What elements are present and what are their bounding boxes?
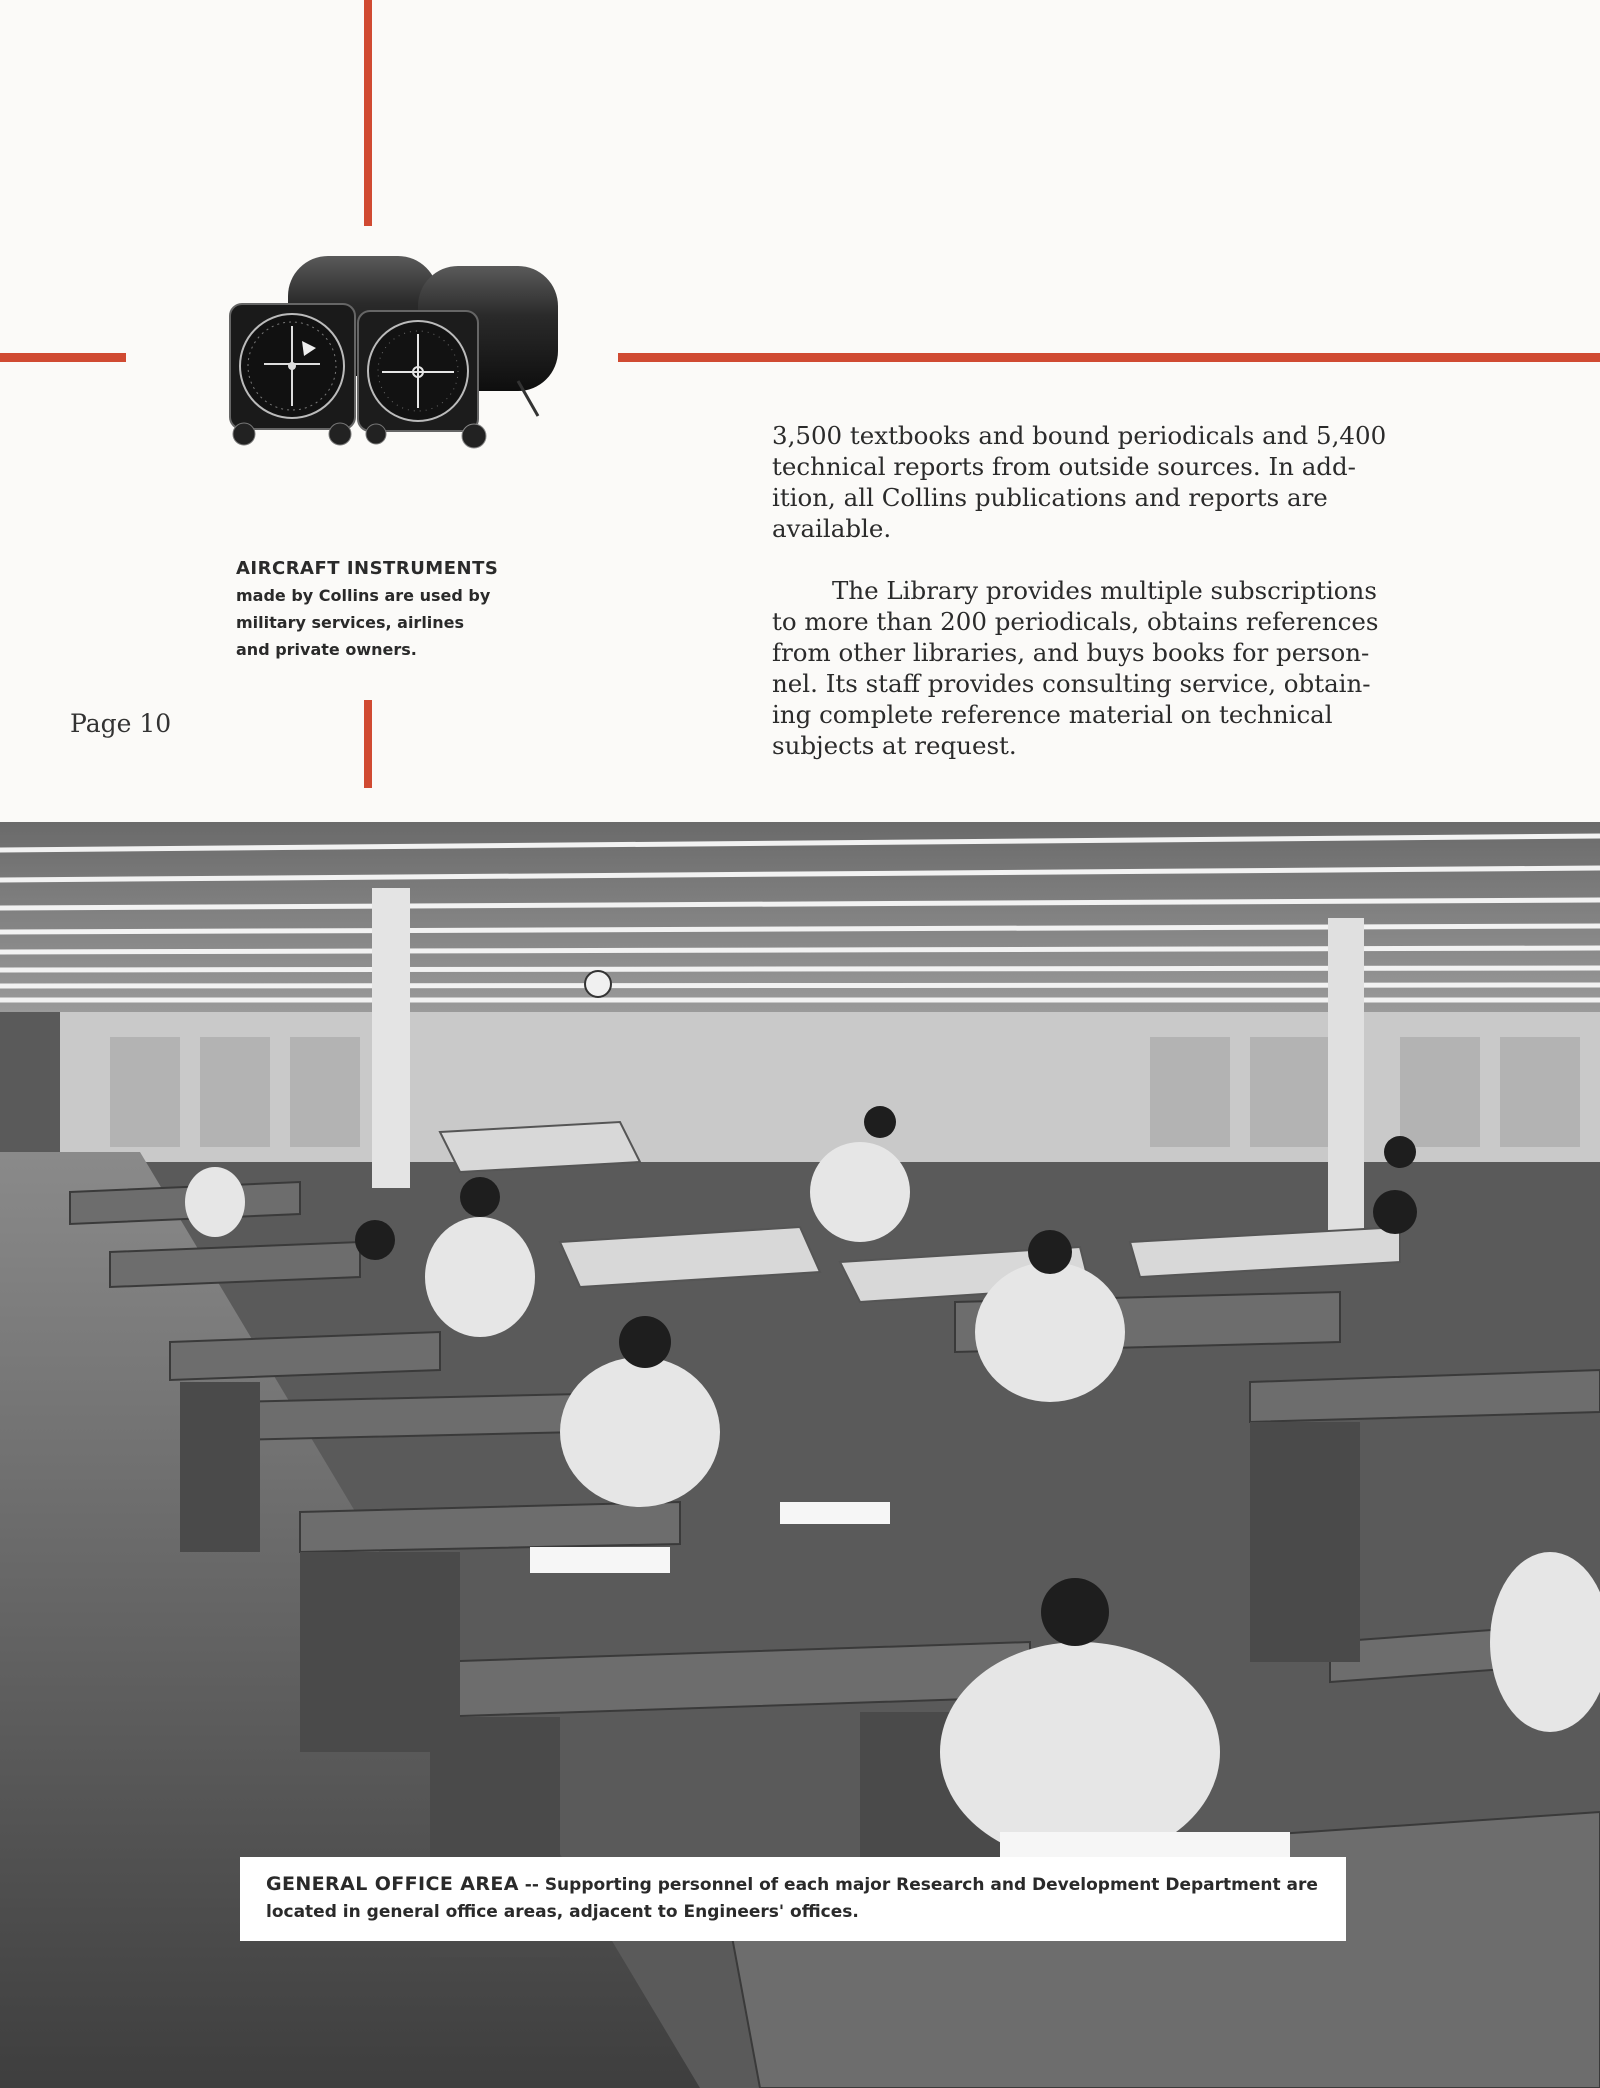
paragraph-1-line: technical reports from outside sources. In add- — [772, 452, 1356, 481]
paragraph-2 — [772, 575, 1472, 761]
paragraph-2-line: ing complete reference material on technical — [772, 700, 1333, 729]
red-rule-vertical-bottom — [364, 700, 372, 788]
office-caption-separator: -- — [518, 1875, 545, 1895]
paragraph-2-line: nel. Its staff provides consulting service, obtain- — [772, 669, 1371, 698]
paragraph-1-line: ition, all Collins publications and reports are — [772, 483, 1328, 512]
paragraph-2-line: to more than 200 periodicals, obtains references — [772, 607, 1379, 636]
red-rule-horizontal-left — [0, 353, 126, 362]
office-photo-caption — [240, 1857, 1346, 1941]
instrument-caption — [236, 555, 556, 663]
red-rule-vertical-top — [364, 0, 372, 226]
office-caption-line2: located in general office areas, adjacent to Engineers' offices. — [266, 1902, 859, 1922]
office-caption-line1: Supporting personnel of each major Research and Development Department are — [544, 1875, 1318, 1895]
body-text — [772, 420, 1472, 761]
paragraph-1-line: available. — [772, 514, 892, 543]
paragraph-1 — [772, 420, 1472, 544]
red-rule-horizontal-right — [618, 353, 1600, 362]
page-number: Page 10 — [70, 709, 172, 738]
instrument-caption-title: AIRCRAFT INSTRUMENTS — [236, 558, 499, 579]
paragraph-1-line: 3,500 textbooks and bound periodicals and 5,400 — [772, 421, 1387, 450]
instrument-caption-line3: and private owners. — [236, 640, 417, 659]
paragraph-2-line: from other libraries, and buys books for person- — [772, 638, 1370, 667]
paragraph-2-line: subjects at request. — [772, 731, 1017, 760]
office-caption-title: GENERAL OFFICE AREA — [266, 1873, 519, 1895]
instrument-caption-line1: made by Collins are used by — [236, 586, 491, 605]
aircraft-instruments-photo — [218, 246, 568, 466]
instrument-caption-line2: military services, airlines — [236, 613, 465, 632]
paragraph-2-line: The Library provides multiple subscriptions — [832, 576, 1377, 605]
